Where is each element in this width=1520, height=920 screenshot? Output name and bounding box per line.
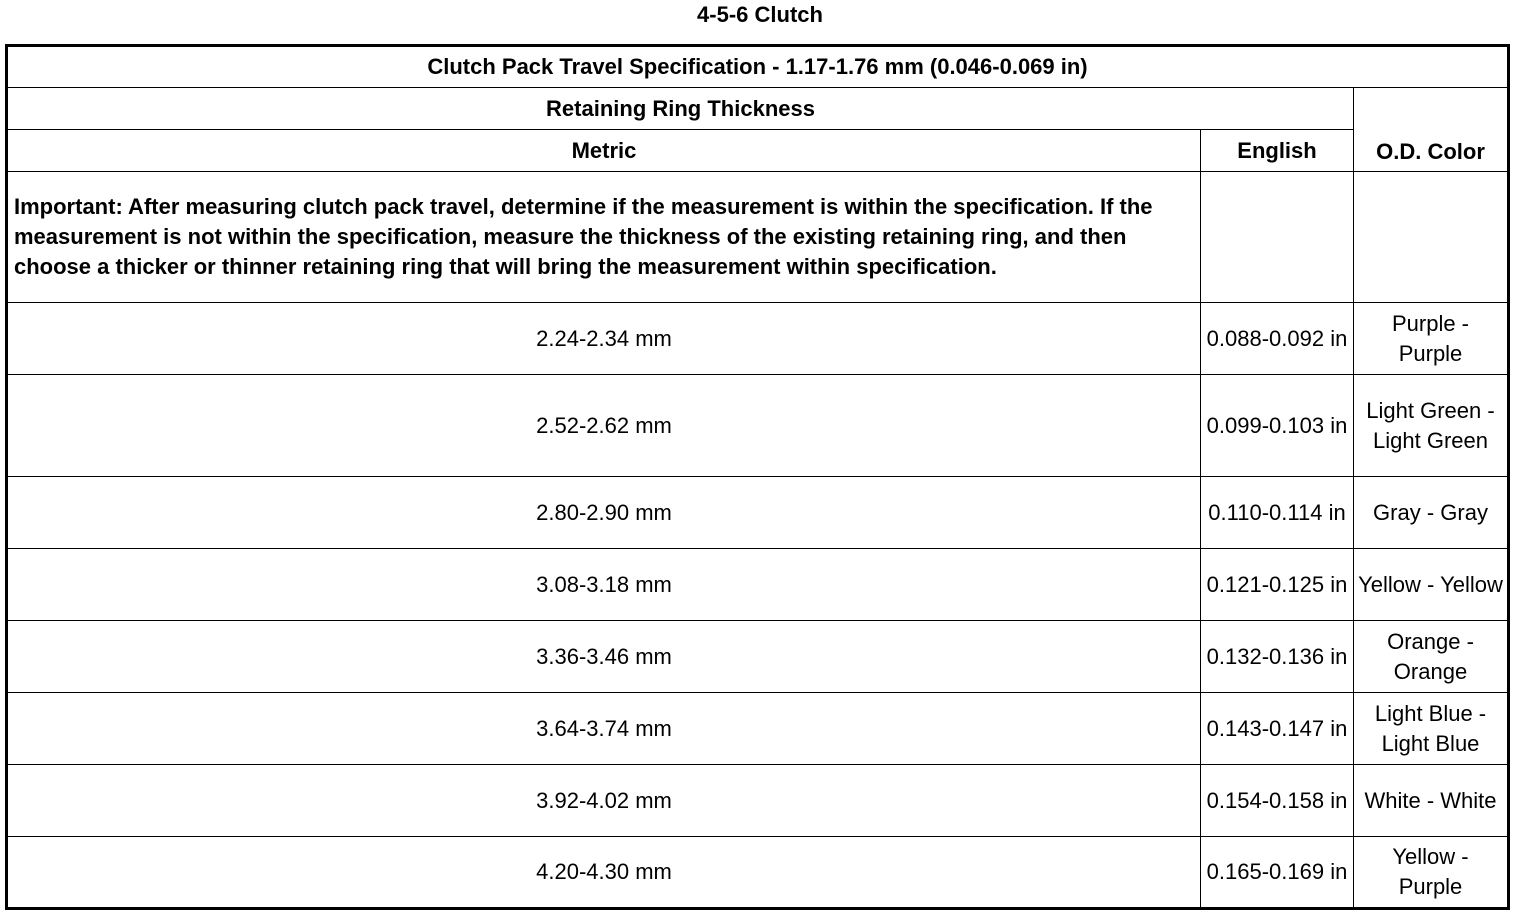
note-empty-color (1354, 172, 1509, 303)
spec-header-row (7, 46, 1509, 88)
color-cell: Purple - Purple (1354, 303, 1509, 375)
english-cell: 0.132-0.136 in (1201, 621, 1354, 693)
english-cell: 0.121-0.125 in (1201, 549, 1354, 621)
retaining-ring-table (5, 44, 1510, 910)
table-row (7, 621, 1509, 693)
group-header-row (7, 88, 1509, 130)
metric-cell: 3.08-3.18 mm (7, 549, 1201, 621)
table-row (7, 477, 1509, 549)
spec-header: Clutch Pack Travel Specification - 1.17-1.76 mm (0.046-0.069 in) (7, 46, 1509, 88)
english-cell: 0.154-0.158 in (1201, 765, 1354, 837)
metric-cell: 3.36-3.46 mm (7, 621, 1201, 693)
table-row (7, 837, 1509, 909)
note-empty-english (1201, 172, 1354, 303)
table-row (7, 375, 1509, 477)
metric-cell: 2.24-2.34 mm (7, 303, 1201, 375)
table-row (7, 303, 1509, 375)
english-cell: 0.099-0.103 in (1201, 375, 1354, 477)
table-row (7, 549, 1509, 621)
metric-cell: 3.64-3.74 mm (7, 693, 1201, 765)
metric-cell: 2.80-2.90 mm (7, 477, 1201, 549)
color-cell: Light Blue - Light Blue (1354, 693, 1509, 765)
color-cell: Yellow - Yellow (1354, 549, 1509, 621)
color-cell: Gray - Gray (1354, 477, 1509, 549)
english-cell: 0.143-0.147 in (1201, 693, 1354, 765)
table-row (7, 765, 1509, 837)
metric-cell: 3.92-4.02 mm (7, 765, 1201, 837)
english-header: English (1201, 130, 1354, 172)
table-row (7, 693, 1509, 765)
english-cell: 0.088-0.092 in (1201, 303, 1354, 375)
column-header-row (7, 130, 1509, 172)
important-note: Important: After measuring clutch pack travel, determine if the measurement is within the specification. If the measurement is not within the specification, measure the thickness of the existing retaining ring, and then choose a thicker or thinner retaining ring that will bring the measurement within specification. (7, 172, 1201, 303)
metric-cell: 2.52-2.62 mm (7, 375, 1201, 477)
color-cell: Yellow - Purple (1354, 837, 1509, 909)
metric-header: Metric (7, 130, 1201, 172)
color-cell: White - White (1354, 765, 1509, 837)
color-cell: Light Green - Light Green (1354, 375, 1509, 477)
metric-cell: 4.20-4.30 mm (7, 837, 1201, 909)
english-cell: 0.165-0.169 in (1201, 837, 1354, 909)
note-row (7, 172, 1509, 303)
color-cell: Orange - Orange (1354, 621, 1509, 693)
group-header: Retaining Ring Thickness (7, 88, 1354, 130)
english-cell: 0.110-0.114 in (1201, 477, 1354, 549)
document-title: 4-5-6 Clutch (697, 2, 823, 27)
od-color-header: O.D. Color (1354, 88, 1509, 172)
